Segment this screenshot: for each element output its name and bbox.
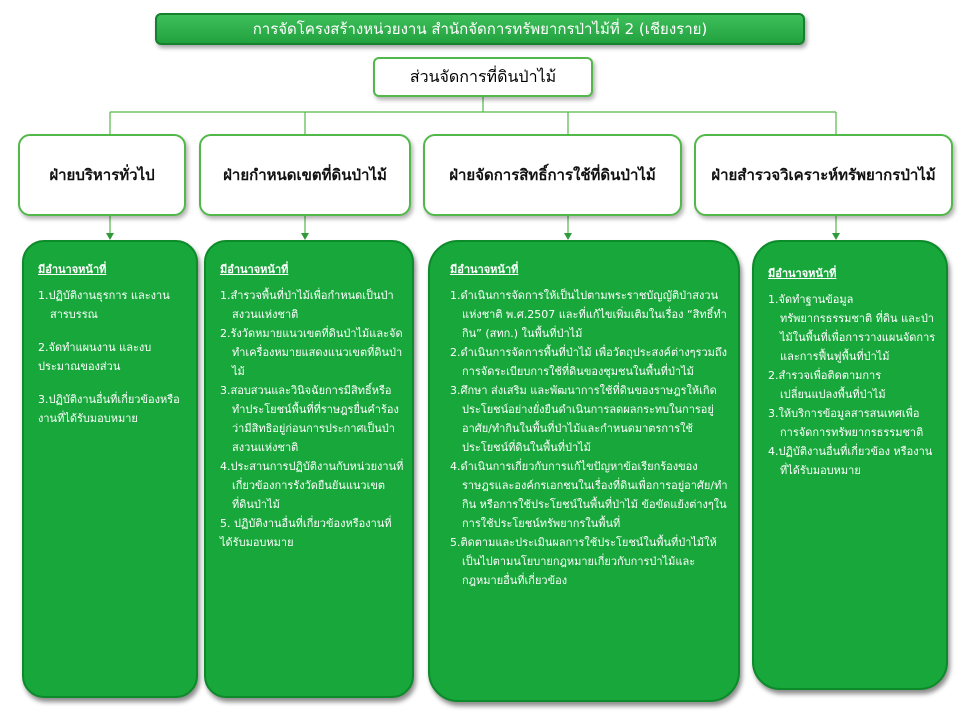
duty-item: 1.ปฏิบัติงานธุรการ และงานสารบรรณ bbox=[38, 289, 170, 321]
duties-panel-general-admin bbox=[22, 240, 198, 698]
duties-panel-resource-survey bbox=[752, 240, 948, 690]
root-node-land-management: ส่วนจัดการที่ดินป่าไม้ bbox=[373, 57, 593, 97]
duties-heading: มีอำนาจหน้าที่ bbox=[220, 263, 289, 276]
duties-heading: มีอำนาจหน้าที่ bbox=[38, 263, 107, 276]
duties-heading: มีอำนาจหน้าที่ bbox=[768, 267, 837, 280]
dept-general-admin: ฝ่ายบริหารทั่วไป bbox=[18, 134, 186, 216]
duty-item: 1.จัดทำฐานข้อมูลทรัพยากรธรรมชาติ ที่ดิน และป่าไม้ในพื้นที่เพื่อการวางแผนจัดการ และการฟื้นฟูพื้นที่ป่าไม้ bbox=[768, 293, 936, 363]
duty-item: 2.สำรวจเพื่อติดตามการเปลี่ยนแปลงพื้นที่ป่าไม้ bbox=[768, 369, 886, 401]
duty-item: 3.ให้บริการข้อมูลสารสนเทศเพื่อการจัดการทรัพยากรธรรมชาติ bbox=[768, 407, 924, 439]
duty-item: 2.ดำเนินการจัดการพื้นที่ป่าไม้ เพื่อวัตถุประสงค์ต่างๆรวมถึงการจัดระเบียบการใช้ที่ดินของชุมชนในพื้นที่ป่าไม้ bbox=[450, 346, 727, 378]
dept-boundary-demarcation: ฝ่ายกำหนดเขตที่ดินป่าไม้ bbox=[199, 134, 411, 216]
duties-panel-land-rights bbox=[428, 240, 740, 702]
dept-land-rights-management: ฝ่ายจัดการสิทธิ์การใช้ที่ดินป่าไม้ bbox=[423, 134, 682, 216]
duty-item: 2.จัดทำแผนงาน และงบประมาณของส่วน bbox=[38, 341, 152, 373]
duty-item: 2.รังวัดหมายแนวเขตที่ดินป่าไม้และจัดทำเครื่องหมายแสดงแนวเขตที่ดินป่าไม้ bbox=[220, 327, 403, 378]
duty-item: 3.ศึกษา ส่งเสริม และพัฒนาการใช้ที่ดินของราษฎรให้เกิดประโยชน์อย่างยั่งยืนดำเนินการลดผลกระทบในการอยู่อาศัย/ทำกินในพื้นที่ป่าไม้และกำหนดมาตรการใช้ประโยชน์ที่ดินในพื้นที่ป่าไม้ bbox=[450, 384, 717, 454]
duty-item: 4.ดำเนินการเกี่ยวกับการแก้ไขปัญหาข้อเรียกร้องของราษฎรและองค์กรเอกชนในเรื่องที่ดินเพื่อการอยู่อาศัย/ทำกิน หรือการใช้ประโยชน์ในพื้นที่ป่าไม้ ข้อขัดแย้งต่างๆในการใช้ประโยชน์ทรัพยากรในพื้นที่ bbox=[450, 460, 728, 530]
duties-panel-boundary bbox=[204, 240, 414, 698]
duty-item: 5.ติดตามและประเมินผลการใช้ประโยชน์ในพื้นที่ป่าไม้ให้เป็นไปตามนโยบายกฎหมายเกี่ยวกับการป่าไม้และกฎหมายอื่นที่เกี่ยวข้อง bbox=[450, 536, 717, 587]
duty-item: 5. ปฏิบัติงานอื่นที่เกี่ยวข้องหรืองานที่ได้รับมอบหมาย bbox=[220, 517, 392, 549]
dept-resource-survey-analysis: ฝ่ายสำรวจวิเคราะห์ทรัพยากรป่าไม้ bbox=[694, 134, 953, 216]
duties-heading: มีอำนาจหน้าที่ bbox=[450, 263, 519, 276]
duty-item: 3.สอบสวนและวินิจฉัยการมีสิทธิ์หรือทำประโยชน์พื้นที่ที่ราษฎรยื่นคำร้องว่ามีสิทธิอยู่ก่อนการประกาศเป็นป่าสงวนแห่งชาติ bbox=[220, 384, 399, 454]
duty-item: 1.ดำเนินการจัดการให้เป็นไปตามพระราชบัญญัติป่าสงวนแห่งชาติ พ.ศ.2507 และที่แก้ไขเพิ่มเติมในเรื่อง “สิทธิ์ทำกิน” (สทก.) ในพื้นที่ป่าไม้ bbox=[450, 289, 727, 340]
chart-title: การจัดโครงสร้างหน่วยงาน สำนักจัดการทรัพยากรป่าไม้ที่ 2 (เชียงราย) bbox=[155, 13, 805, 45]
duty-item: 3.ปฏิบัติงานอื่นที่เกี่ยวข้องหรืองานที่ได้รับมอบหมาย bbox=[38, 393, 180, 425]
duty-item: 4.ปฏิบัติงานอื่นที่เกี่ยวข้อง หรืองานที่ได้รับมอบหมาย bbox=[768, 445, 933, 477]
duty-item: 1.สำรวจพื้นที่ป่าไม้เพื่อกำหนดเป็นป่าสงวนแห่งชาติ bbox=[220, 289, 394, 321]
duty-item: 4.ประสานการปฏิบัติงานกับหน่วยงานที่เกี่ยวข้องการรังวัดยืนยันแนวเขตที่ดินป่าไม้ bbox=[220, 460, 404, 511]
